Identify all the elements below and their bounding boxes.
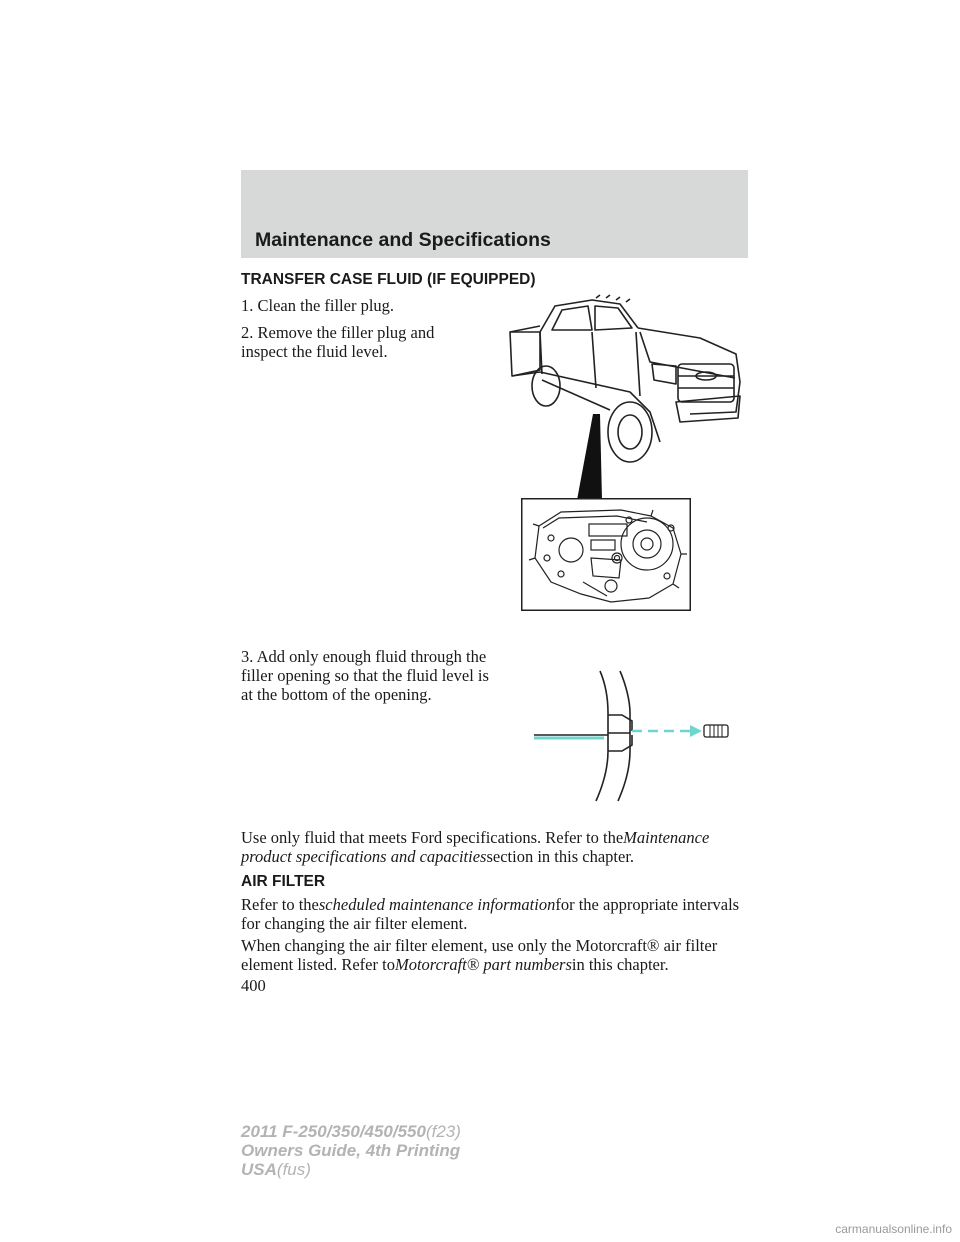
document-footer [241, 1122, 461, 1179]
transfer-case-illustration [521, 498, 691, 611]
heading-air-filter: AIR FILTER [241, 873, 326, 890]
step-1: 1. Clean the filler plug. [241, 296, 395, 315]
watermark: carmanualsonline.info [835, 1222, 952, 1236]
footer-code: (f23) [425, 1122, 461, 1141]
air-filter-paragraph-1: Refer to thescheduled maintenance informationfor the appropriate intervals for changing the air filter element. [241, 895, 740, 933]
step-3: 3. Add only enough fluid through the filler opening so that the fluid level is at the bottom of the opening. [241, 647, 489, 704]
step-2: 2. Remove the filler plug and inspect the fluid level. [241, 323, 435, 361]
section-title: Maintenance and Specifications [255, 229, 551, 251]
filler-plug-diagram [530, 665, 740, 805]
footer-market: USA [241, 1160, 277, 1179]
fluid-specification-note: Use only fluid that meets Ford specifications. Refer to theMaintenance product specifications and capacitiessection in this chapter. [241, 828, 710, 866]
footer-market-code: (fus) [276, 1160, 311, 1179]
footer-model: 2011 F-250/350/450/550 [241, 1122, 426, 1141]
air-filter-paragraph-2: When changing the air filter element, use only the Motorcraft® air filter element listed. Refer toMotorcraft® part numbersin this chapter. [241, 936, 718, 974]
heading-transfer-case-fluid: TRANSFER CASE FLUID (IF EQUIPPED) [241, 271, 536, 288]
section-header-band [241, 170, 748, 258]
page-number: 400 [241, 976, 266, 995]
footer-edition: Owners Guide, 4th Printing [241, 1141, 461, 1160]
